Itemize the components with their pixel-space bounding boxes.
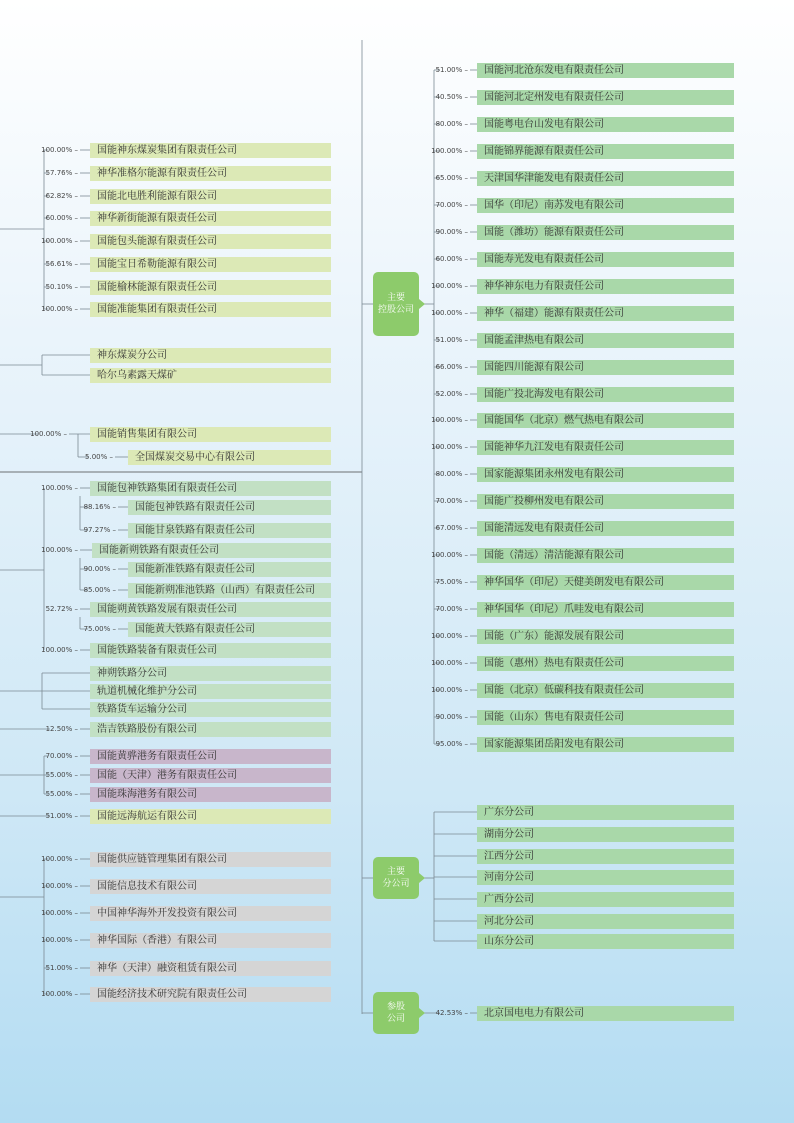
sales-company: 国能销售集团有限公司 (90, 427, 331, 442)
rail-subsidiary: 国能黄大铁路有限责任公司 (128, 622, 331, 637)
holding-company-pct: 100.00% – (431, 631, 468, 640)
holding-company-pct: 90.00% – (435, 227, 468, 236)
holding-company: 国能四川能源有限公司 (477, 360, 734, 375)
holding-company: 国能（广东）能源发展有限公司 (477, 629, 734, 644)
holding-company: 国华（印尼）南苏发电有限公司 (477, 198, 734, 213)
other-company: 中国神华海外开发投资有限公司 (90, 906, 331, 921)
haoji-railway: 浩吉铁路股份有限公司 (90, 722, 331, 737)
coal-company: 国能神东煤炭集团有限责任公司 (90, 143, 331, 158)
holding-company: 国能广投柳州发电有限公司 (477, 494, 734, 509)
coal-company-pct: 56.61% – (45, 259, 78, 268)
coal-company: 神华准格尔能源有限责任公司 (90, 166, 331, 181)
other-company: 神华国际（香港）有限公司 (90, 933, 331, 948)
coal-branch: 神东煤炭分公司 (90, 348, 331, 363)
rail-subsidiary-pct: 97.27% – (83, 525, 116, 534)
holding-company-pct: 100.00% – (431, 685, 468, 694)
holding-company-pct: 70.00% – (435, 496, 468, 505)
other-company-pct: 51.00% – (45, 963, 78, 972)
holding-company-pct: 70.00% – (435, 200, 468, 209)
hub-arrow (419, 873, 425, 883)
rail-subsidiary-pct: 75.00% – (83, 624, 116, 633)
coal-company: 神华新街能源有限责任公司 (90, 211, 331, 226)
holding-company: 国能广投北海发电有限公司 (477, 387, 734, 402)
shipping-company-pct: 51.00% – (45, 811, 78, 820)
hub-equity-line1: 参股 (386, 1002, 405, 1012)
hub-main-branch-line1: 主要 (386, 867, 405, 877)
hub-equity-line2: 公司 (386, 1014, 405, 1024)
other-company-pct: 100.00% – (41, 989, 78, 998)
holding-company-pct: 52.00% – (435, 389, 468, 398)
other-company: 国能经济技术研究院有限责任公司 (90, 987, 331, 1002)
holding-company: 国能国华（北京）燃气热电有限公司 (477, 413, 734, 428)
rail-company-pct: 100.00% – (41, 483, 78, 492)
holding-company-pct: 60.00% – (435, 254, 468, 263)
holding-company-pct: 40.50% – (435, 92, 468, 101)
holding-company: 国家能源集团岳阳发电有限公司 (477, 737, 734, 752)
port-company: 国能黄骅港务有限责任公司 (90, 749, 331, 764)
holding-company: 国能寿光发电有限责任公司 (477, 252, 734, 267)
rail-subsidiary: 国能新朔准池铁路（山西）有限责任公司 (128, 583, 331, 598)
rail-subsidiary-pct: 88.16% – (83, 502, 116, 511)
hub-main-branch-line2: 分公司 (382, 879, 410, 889)
holding-company-pct: 90.00% – (435, 712, 468, 721)
coal-company-pct: 60.00% – (45, 213, 78, 222)
branch-office: 广西分公司 (477, 892, 734, 907)
hub-main-holding-line1: 主要 (386, 293, 405, 303)
rail-subsidiary: 国能新准铁路有限责任公司 (128, 562, 331, 577)
holding-company-pct: 100.00% – (431, 550, 468, 559)
holding-company-pct: 80.00% – (435, 119, 468, 128)
holding-company-pct: 80.00% – (435, 469, 468, 478)
rail-company: 国能铁路装备有限责任公司 (90, 643, 331, 658)
branch-office: 河南分公司 (477, 870, 734, 885)
coal-company-pct: 50.10% – (45, 282, 78, 291)
holding-company: 国能（惠州）热电有限责任公司 (477, 656, 734, 671)
holding-company-pct: 65.00% – (435, 173, 468, 182)
holding-company: 国能（北京）低碳科技有限责任公司 (477, 683, 734, 698)
holding-company-pct: 67.00% – (435, 523, 468, 532)
holding-company-pct: 75.00% – (435, 577, 468, 586)
port-company-pct: 70.00% – (45, 751, 78, 760)
rail-company: 国能包神铁路集团有限责任公司 (90, 481, 331, 496)
holding-company: 天津国华津能发电有限责任公司 (477, 171, 734, 186)
haoji-railway-pct: 12.50% – (45, 724, 78, 733)
holding-company: 国能清远发电有限责任公司 (477, 521, 734, 536)
shipping-company: 国能远海航运有限公司 (90, 809, 331, 824)
holding-company-pct: 100.00% – (431, 415, 468, 424)
holding-company-pct: 51.00% – (435, 65, 468, 74)
coal-company: 国能北电胜利能源有限公司 (90, 189, 331, 204)
hub-main-holding-line2: 控股公司 (377, 305, 414, 315)
sales-subsidiary: 全国煤炭交易中心有限公司 (128, 450, 331, 465)
holding-company: 国能神华九江发电有限责任公司 (477, 440, 734, 455)
coal-company: 国能榆林能源有限责任公司 (90, 280, 331, 295)
holding-company: 国能粤电台山发电有限公司 (477, 117, 734, 132)
holding-company: 国能河北定州发电有限责任公司 (477, 90, 734, 105)
coal-company-pct: 62.82% – (45, 191, 78, 200)
other-company-pct: 100.00% – (41, 881, 78, 890)
rail-subsidiary-pct: 90.00% – (83, 564, 116, 573)
holding-company-pct: 100.00% – (431, 146, 468, 155)
holding-company: 国能（山东）售电有限责任公司 (477, 710, 734, 725)
holding-company-pct: 51.00% – (435, 335, 468, 344)
holding-company: 国能孟津热电有限公司 (477, 333, 734, 348)
rail-company-pct: 52.72% – (45, 604, 78, 613)
holding-company: 神华国华（印尼）爪哇发电有限公司 (477, 602, 734, 617)
rail-branch: 轨道机械化维护分公司 (90, 684, 331, 699)
holding-company-pct: 100.00% – (431, 658, 468, 667)
coal-company: 国能包头能源有限责任公司 (90, 234, 331, 249)
holding-company-pct: 70.00% – (435, 604, 468, 613)
rail-subsidiary: 国能包神铁路有限责任公司 (128, 500, 331, 515)
sales-company-pct: 100.00% – (30, 429, 67, 438)
holding-company: 神华国华（印尼）天健美朗发电有限公司 (477, 575, 734, 590)
holding-company-pct: 100.00% – (431, 281, 468, 290)
holding-company: 神华（福建）能源有限责任公司 (477, 306, 734, 321)
holding-company: 国家能源集团永州发电有限公司 (477, 467, 734, 482)
holding-company-pct: 95.00% – (435, 739, 468, 748)
other-company: 国能供应链管理集团有限公司 (90, 852, 331, 867)
other-company-pct: 100.00% – (41, 908, 78, 917)
branch-office: 山东分公司 (477, 934, 734, 949)
rail-company-pct: 100.00% – (41, 545, 78, 554)
coal-company-pct: 100.00% – (41, 304, 78, 313)
branch-office: 江西分公司 (477, 849, 734, 864)
rail-subsidiary-pct: 85.00% – (83, 585, 116, 594)
coal-company-pct: 57.76% – (45, 168, 78, 177)
holding-company-pct: 100.00% – (431, 442, 468, 451)
coal-company-pct: 100.00% – (41, 145, 78, 154)
coal-company: 国能准能集团有限责任公司 (90, 302, 331, 317)
holding-company: 国能河北沧东发电有限责任公司 (477, 63, 734, 78)
holding-company: 神华神东电力有限责任公司 (477, 279, 734, 294)
rail-subsidiary: 国能甘泉铁路有限责任公司 (128, 523, 331, 538)
holding-company: 国能（清远）清洁能源有限公司 (477, 548, 734, 563)
rail-branch: 神朔铁路分公司 (90, 666, 331, 681)
port-company: 国能珠海港务有限公司 (90, 787, 331, 802)
branch-office: 河北分公司 (477, 914, 734, 929)
branch-office: 湖南分公司 (477, 827, 734, 842)
rail-branch: 铁路货车运输分公司 (90, 702, 331, 717)
hub-equity (373, 992, 419, 1034)
hub-main-holding (373, 272, 419, 336)
rail-company: 国能新朔铁路有限责任公司 (92, 543, 331, 558)
coal-company: 国能宝日希勒能源有限公司 (90, 257, 331, 272)
rail-company-pct: 100.00% – (41, 645, 78, 654)
equity-company-pct: 42.53% – (435, 1008, 468, 1017)
port-company: 国能（天津）港务有限责任公司 (90, 768, 331, 783)
branch-office: 广东分公司 (477, 805, 734, 820)
other-company-pct: 100.00% – (41, 854, 78, 863)
other-company-pct: 100.00% – (41, 935, 78, 944)
holding-company-pct: 100.00% – (431, 308, 468, 317)
coal-company-pct: 100.00% – (41, 236, 78, 245)
holding-company-pct: 66.00% – (435, 362, 468, 371)
other-company: 国能信息技术有限公司 (90, 879, 331, 894)
port-company-pct: 55.00% – (45, 789, 78, 798)
holding-company: 国能锦界能源有限责任公司 (477, 144, 734, 159)
holding-company: 国能（潍坊）能源有限责任公司 (477, 225, 734, 240)
sales-subsidiary-pct: 5.00% – (85, 452, 113, 461)
hub-main-branch (373, 857, 419, 899)
equity-company: 北京国电电力有限公司 (477, 1006, 734, 1021)
other-company: 神华（天津）融资租赁有限公司 (90, 961, 331, 976)
rail-company: 国能朔黄铁路发展有限责任公司 (90, 602, 331, 617)
coal-branch: 哈尔乌素露天煤矿 (90, 368, 331, 383)
port-company-pct: 55.00% – (45, 770, 78, 779)
